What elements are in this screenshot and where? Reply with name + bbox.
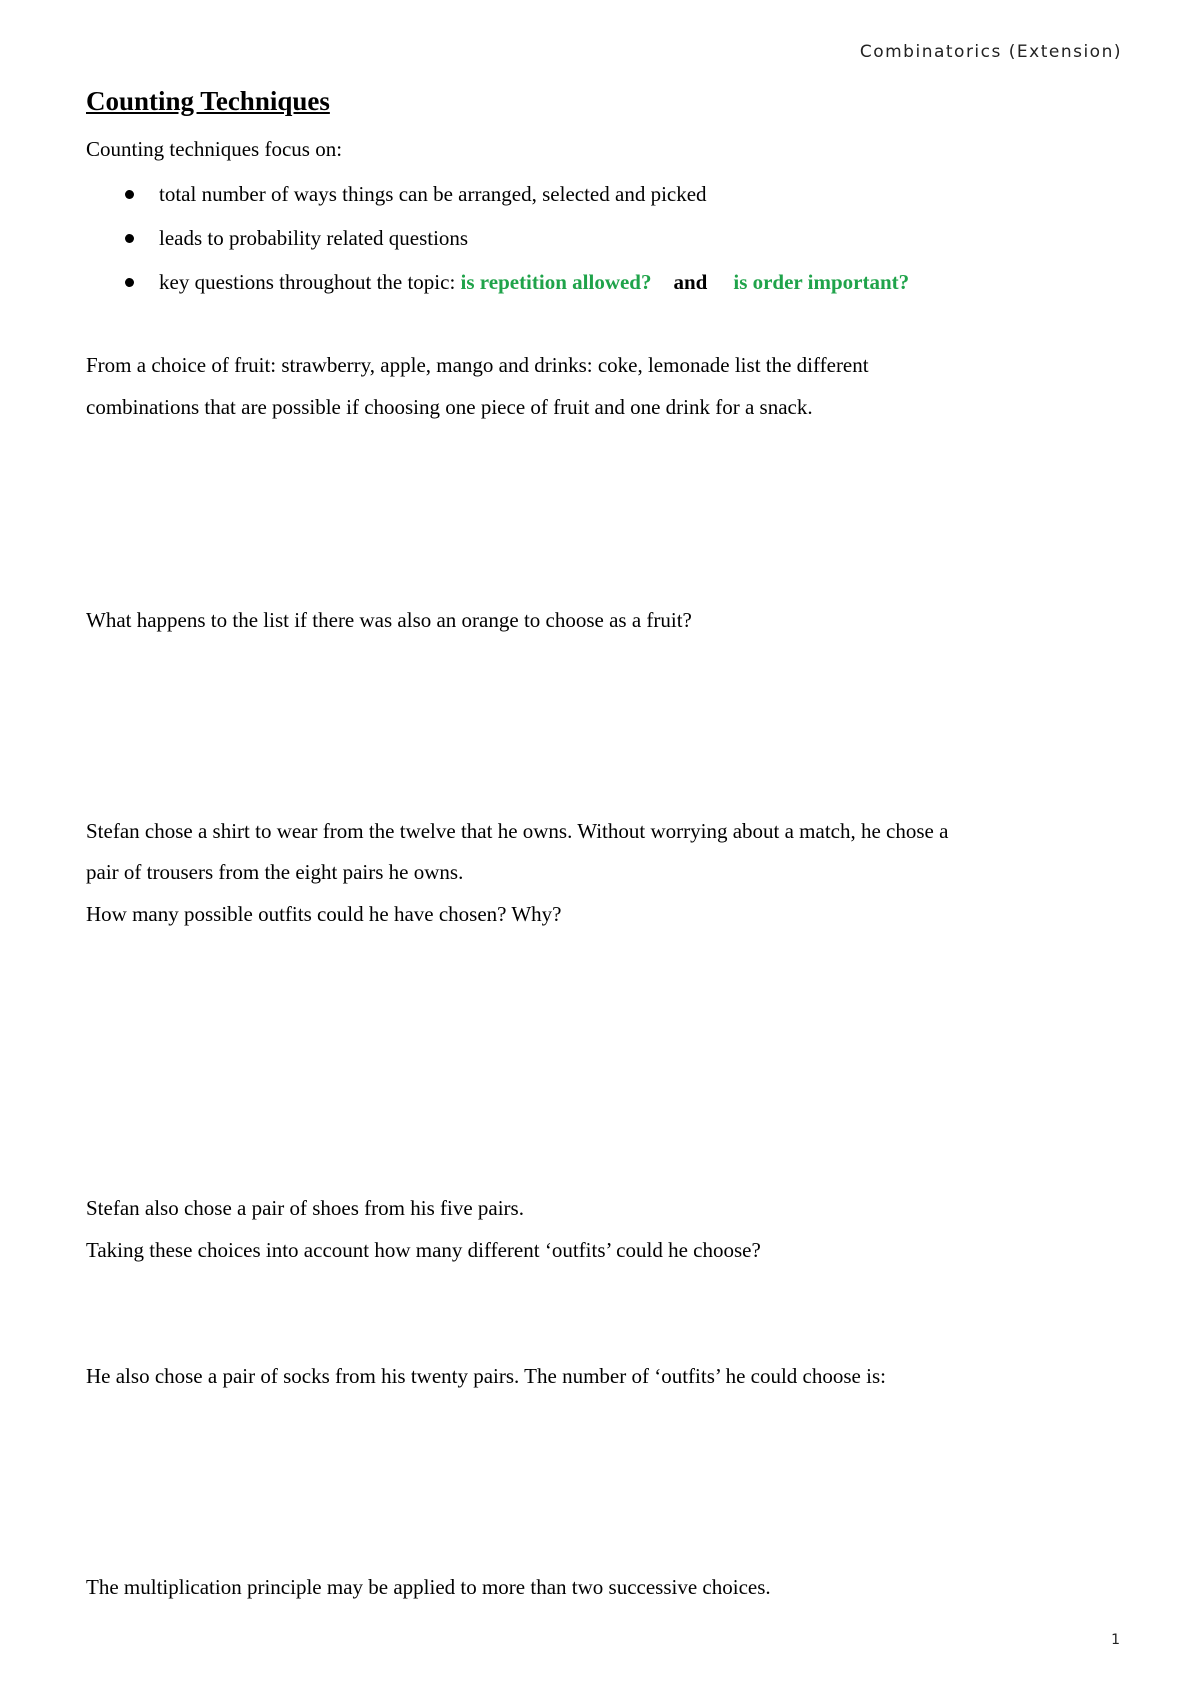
page-title: Counting Techniques (86, 86, 330, 116)
bullet-text: total number of ways things can be arranged, selected and picked (159, 182, 707, 206)
socks-question: He also chose a pair of socks from his twenty pairs. The number of ‘outfits’ he could choose is: (86, 1364, 886, 1388)
stefan-question-line-2: pair of trousers from the eight pairs he owns. (86, 860, 464, 884)
focus-list (86, 172, 909, 304)
fruit-question-line-2: combinations that are possible if choosing one piece of fruit and one drink for a snack. (86, 395, 813, 419)
bullet-text: key questions throughout the topic: (159, 270, 461, 294)
bullet-icon (125, 190, 134, 199)
multiplication-principle-note: The multiplication principle may be applied to more than two successive choices. (86, 1575, 771, 1599)
shoes-question-line-2: Taking these choices into account how many different ‘outfits’ could he choose? (86, 1238, 761, 1262)
page-number: 1 (1111, 1632, 1120, 1648)
list-item (86, 172, 909, 216)
bullet-icon (125, 278, 134, 287)
bullet-text: leads to probability related questions (159, 226, 469, 250)
list-item (86, 216, 909, 260)
header-course-label: Combinatorics (Extension) (859, 42, 1122, 62)
orange-question: What happens to the list if there was also an orange to choose as a fruit? (86, 608, 692, 632)
intro-text: Counting techniques focus on: (86, 137, 343, 161)
key-question-order: is order important? (733, 270, 910, 294)
list-item (86, 260, 909, 304)
fruit-question-line-1: From a choice of fruit: strawberry, apple, mango and drinks: coke, lemonade list the different (86, 353, 869, 377)
key-question-and: and (673, 270, 708, 294)
bullet-icon (125, 234, 134, 243)
stefan-question-line-1: Stefan chose a shirt to wear from the twelve that he owns. Without worrying about a match, he chose a (86, 819, 949, 843)
stefan-question-line-3: How many possible outfits could he have chosen? Why? (86, 902, 562, 926)
shoes-question-line-1: Stefan also chose a pair of shoes from his five pairs. (86, 1196, 524, 1220)
key-question-repetition: is repetition allowed? (460, 270, 652, 294)
